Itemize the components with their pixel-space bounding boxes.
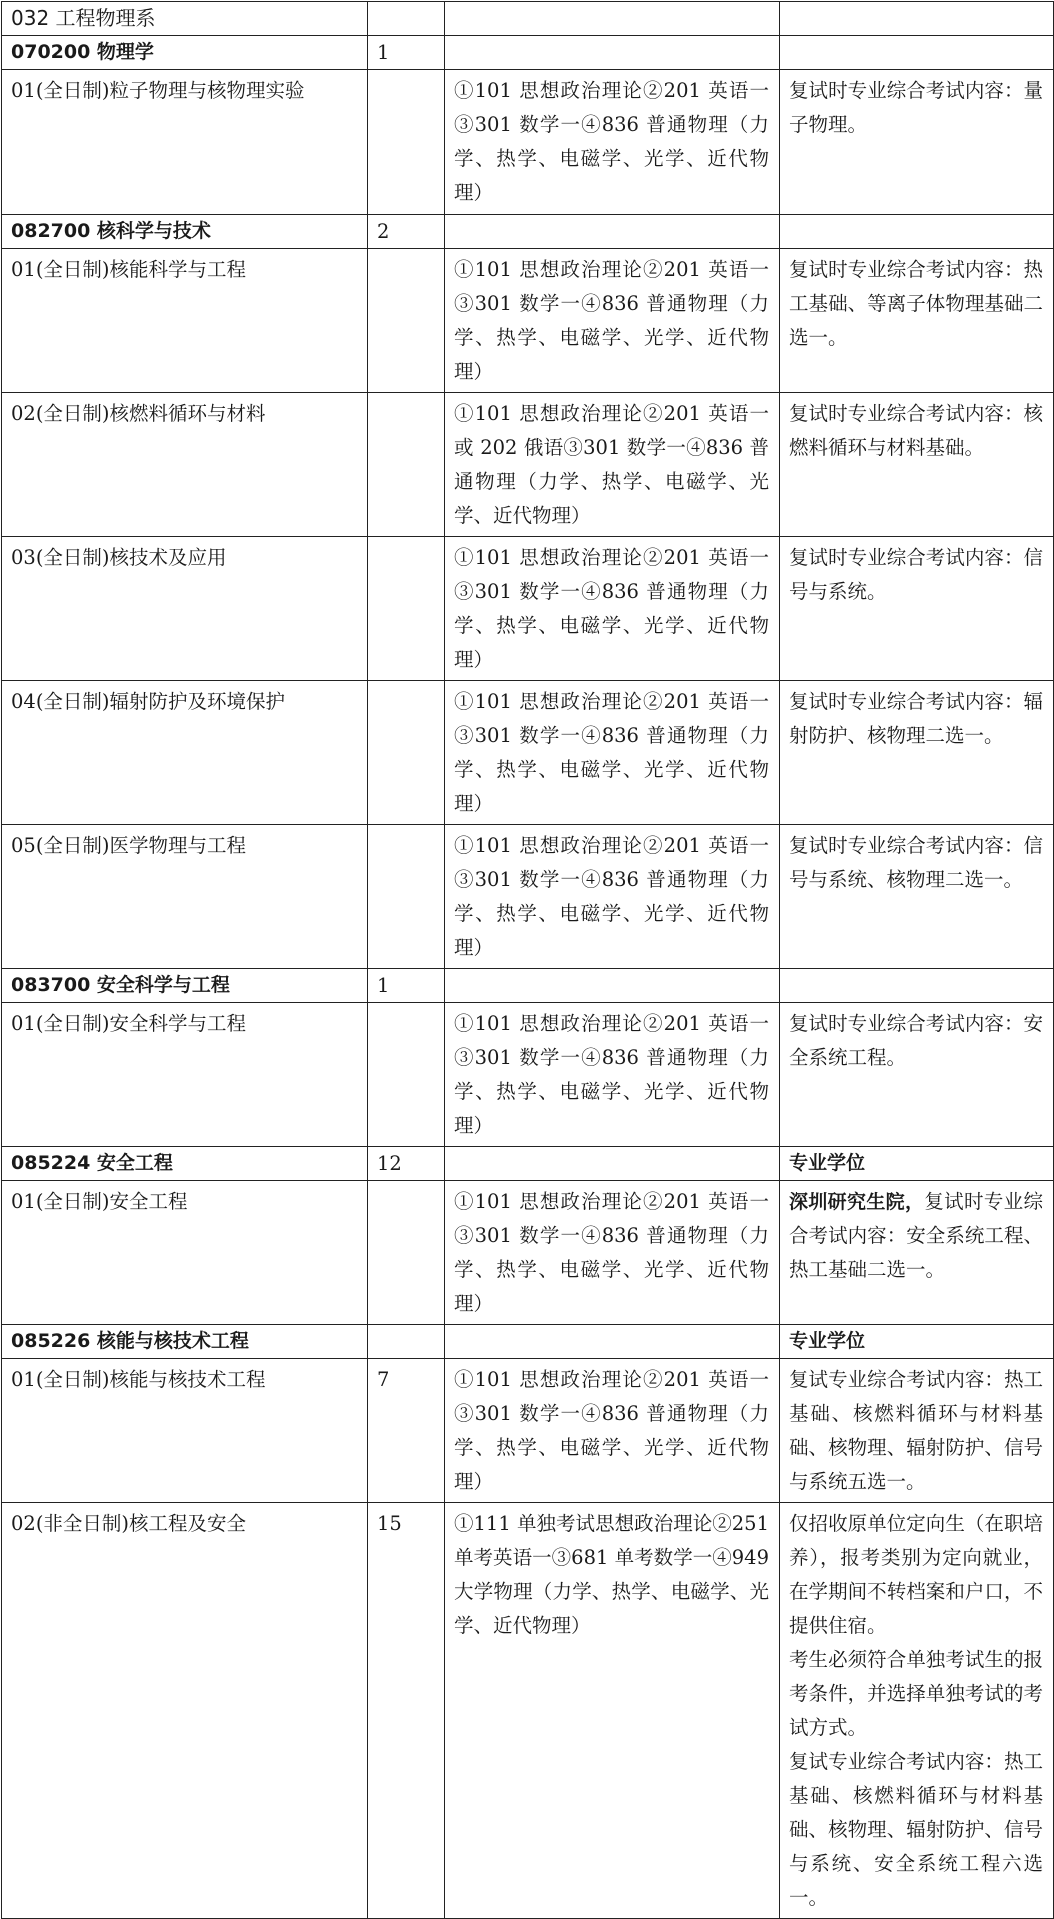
major-quota: 1 <box>368 969 445 1003</box>
remarks-text: 复试时专业综合考试内容：量子物理。 <box>789 79 1043 136</box>
exam-subjects: ①101 思想政治理论②201 英语一③301 数学一④836 普通物理（力学、热学、电磁学、光学、近代物理） <box>445 249 780 393</box>
major-header-row <box>2 1147 1054 1181</box>
remarks <box>780 70 1054 215</box>
remarks-paragraph: 仅招收原单位定向生（在职培养），报考类别为定向就业，在学期间不转档案和户口，不提供住宿。 <box>789 1512 1043 1637</box>
exam-subjects: ①101 思想政治理论②201 英语一③301 数学一④836 普通物理（力学、热学、电磁学、光学、近代物理） <box>445 1003 780 1147</box>
direction-row <box>2 681 1054 825</box>
remarks <box>780 249 1054 393</box>
direction-row <box>2 1003 1054 1147</box>
major-note: 专业学位 <box>780 1147 1054 1181</box>
major-quota: 12 <box>368 1147 445 1181</box>
remarks <box>780 1181 1054 1325</box>
major-quota: 2 <box>368 215 445 249</box>
exam-subjects: ①101 思想政治理论②201 英语一 或 202 俄语③301 数学一④836 普通物理（力学、热学、电磁学、光学、近代物理） <box>445 393 780 537</box>
direction-quota <box>368 393 445 537</box>
major-header-row <box>2 36 1054 70</box>
direction-row <box>2 825 1054 969</box>
direction-quota: 15 <box>368 1503 445 1919</box>
direction-name: 01(全日制)安全科学与工程 <box>2 1003 368 1147</box>
direction-row <box>2 70 1054 215</box>
direction-quota <box>368 1181 445 1325</box>
exam-subjects: ①101 思想政治理论②201 英语一③301 数学一④836 普通物理（力学、热学、电磁学、光学、近代物理） <box>445 70 780 215</box>
direction-name: 05(全日制)医学物理与工程 <box>2 825 368 969</box>
major-title: 085226 核能与核技术工程 <box>2 1325 368 1359</box>
remarks <box>780 537 1054 681</box>
major-note <box>780 215 1054 249</box>
direction-name: 01(全日制)核能科学与工程 <box>2 249 368 393</box>
exam-subjects: ①101 思想政治理论②201 英语一③301 数学一④836 普通物理（力学、热学、电磁学、光学、近代物理） <box>445 1181 780 1325</box>
remarks-text: 复试时专业综合考试内容：信号与系统、核物理二选一。 <box>789 834 1043 891</box>
remarks-text: 复试时专业综合考试内容：安全系统工程。 <box>789 1012 1043 1069</box>
remarks-paragraph: 复试专业综合考试内容：热工基础、核燃料循环与材料基础、核物理、辐射防护、信号与系统、安全系统工程六选一。 <box>789 1750 1043 1909</box>
remarks-text: 复试专业综合考试内容：热工基础、核燃料循环与材料基础、核物理、辐射防护、信号与系统五选一。 <box>789 1368 1043 1493</box>
remarks-text: 复试时专业综合考试内容：热工基础、等离子体物理基础二选一。 <box>789 258 1043 349</box>
direction-name: 02(非全日制)核工程及安全 <box>2 1503 368 1919</box>
remarks <box>780 825 1054 969</box>
remarks-lead: 深圳研究生院， <box>789 1191 925 1213</box>
remarks-text: 复试时专业综合考试内容：辐射防护、核物理二选一。 <box>789 690 1043 747</box>
remarks <box>780 681 1054 825</box>
remarks-text: 复试时专业综合考试内容：安全系统工程、热工基础二选一。 <box>789 1190 1043 1281</box>
major-title: 082700 核科学与技术 <box>2 215 368 249</box>
direction-row <box>2 249 1054 393</box>
direction-quota <box>368 681 445 825</box>
remarks-paragraph: 考生必须符合单独考试生的报考条件，并选择单独考试的考试方式。 <box>789 1648 1043 1739</box>
major-header-row <box>2 969 1054 1003</box>
direction-name: 01(全日制)安全工程 <box>2 1181 368 1325</box>
remarks <box>780 393 1054 537</box>
major-note <box>780 36 1054 70</box>
direction-name: 01(全日制)粒子物理与核物理实验 <box>2 70 368 215</box>
major-header-row <box>2 1325 1054 1359</box>
direction-quota <box>368 249 445 393</box>
admissions-table <box>1 1 1054 1919</box>
exam-subjects: ①101 思想政治理论②201 英语一③301 数学一④836 普通物理（力学、热学、电磁学、光学、近代物理） <box>445 825 780 969</box>
direction-quota <box>368 825 445 969</box>
exam-subjects: ①101 思想政治理论②201 英语一③301 数学一④836 普通物理（力学、热学、电磁学、光学、近代物理） <box>445 537 780 681</box>
remarks <box>780 1503 1054 1919</box>
direction-name: 04(全日制)辐射防护及环境保护 <box>2 681 368 825</box>
direction-quota: 7 <box>368 1359 445 1503</box>
major-quota <box>368 1325 445 1359</box>
exam-subjects: ①101 思想政治理论②201 英语一③301 数学一④836 普通物理（力学、热学、电磁学、光学、近代物理） <box>445 1359 780 1503</box>
exam-subjects: ①101 思想政治理论②201 英语一③301 数学一④836 普通物理（力学、热学、电磁学、光学、近代物理） <box>445 681 780 825</box>
remarks-text: 复试时专业综合考试内容：核燃料循环与材料基础。 <box>789 402 1043 459</box>
direction-name: 03(全日制)核技术及应用 <box>2 537 368 681</box>
major-title: 083700 安全科学与工程 <box>2 969 368 1003</box>
major-note <box>780 969 1054 1003</box>
department-title: 032 工程物理系 <box>2 2 368 36</box>
major-note: 专业学位 <box>780 1325 1054 1359</box>
department-row <box>2 2 1054 36</box>
major-title: 070200 物理学 <box>2 36 368 70</box>
direction-quota <box>368 537 445 681</box>
major-title: 085224 安全工程 <box>2 1147 368 1181</box>
major-header-row <box>2 215 1054 249</box>
remarks-text: 复试时专业综合考试内容：信号与系统。 <box>789 546 1043 603</box>
direction-quota <box>368 70 445 215</box>
direction-name: 02(全日制)核燃料循环与材料 <box>2 393 368 537</box>
direction-row <box>2 393 1054 537</box>
remarks <box>780 1359 1054 1503</box>
remarks <box>780 1003 1054 1147</box>
direction-row <box>2 1181 1054 1325</box>
major-quota: 1 <box>368 36 445 70</box>
direction-name: 01(全日制)核能与核技术工程 <box>2 1359 368 1503</box>
direction-row <box>2 537 1054 681</box>
exam-subjects: ①111 单独考试思想政治理论②251 单考英语一③681 单考数学一④949 大学物理（力学、热学、电磁学、光学、近代物理） <box>445 1503 780 1919</box>
direction-row <box>2 1503 1054 1919</box>
direction-row <box>2 1359 1054 1503</box>
direction-quota <box>368 1003 445 1147</box>
